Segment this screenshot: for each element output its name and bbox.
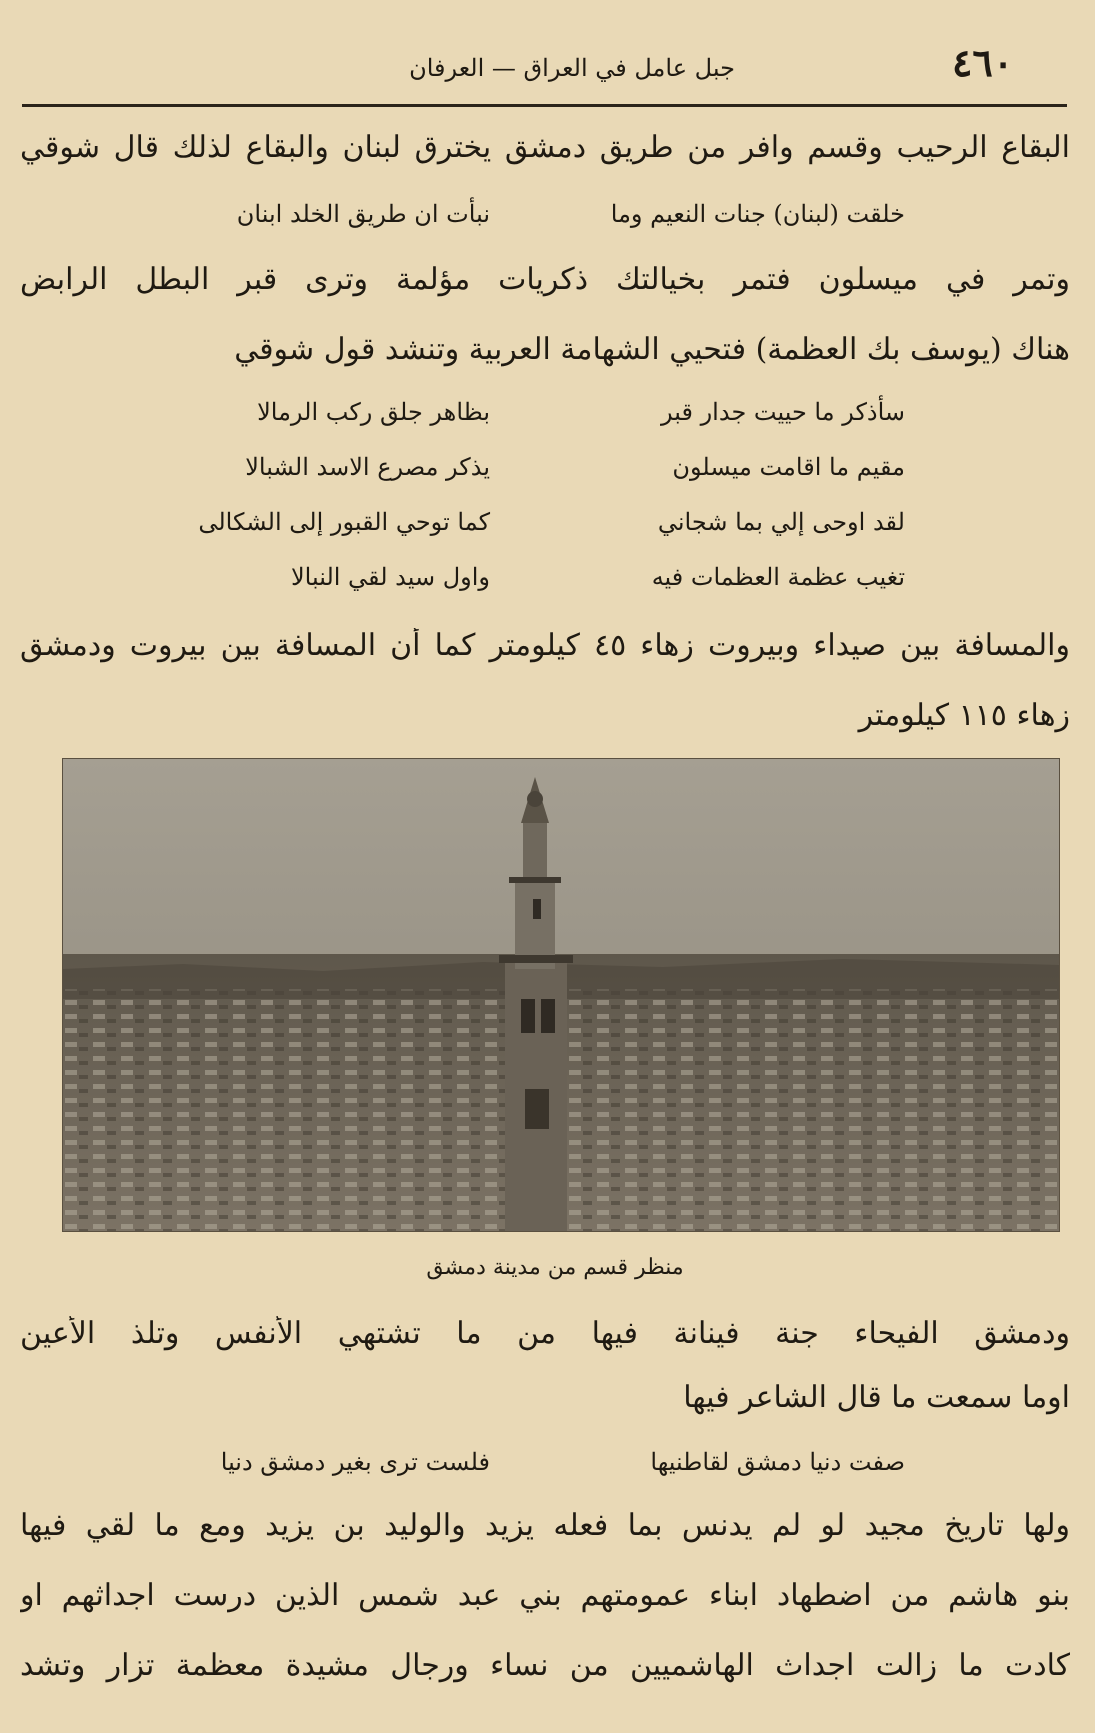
poem-line-3-b: كما توحي القبور إلى الشكالى — [198, 508, 490, 536]
poem-line-4-b: واول سيد لقي النبالا — [290, 563, 490, 591]
verse-2-hemistich-b: فلست ترى بغير دمشق دنيا — [220, 1448, 490, 1476]
body-line-6: ودمشق الفيحاء جنة فينانة فيها من ما تشتهي الأنفس وتلذ الأعين — [20, 1316, 1070, 1351]
body-line-1: البقاع الرحيب وقسم وافر من طريق دمشق يخترق لبنان والبقاع لذلك قال شوقي — [20, 130, 1070, 165]
poem-line-1-a: سأذكر ما حييت جدار قبر — [661, 398, 905, 426]
running-title: جبل عامل في العراق — العرفان — [409, 54, 735, 82]
page-header — [22, 40, 1067, 100]
body-line-5: زهاء ١١٥ كيلومتر — [858, 698, 1070, 733]
body-line-8: ولها تاريخ مجيد لو لم يدنس بما فعله يزيد والوليد بن يزيد ومع ما لقي فيها — [20, 1508, 1070, 1543]
page-number: ٤٦٠ — [952, 40, 1014, 85]
poem-line-2-a: مقيم ما اقامت ميسلون — [672, 453, 905, 481]
body-line-9: بنو هاشم من اضطهاد ابناء عمومتهم بني عبد شمس الذين درست اجداثهم او — [20, 1578, 1070, 1613]
body-line-10: كادت ما زالت اجداث الهاشميين من نساء ورجال مشيدة معظمة تزار وتشد — [20, 1648, 1070, 1683]
verse-2-hemistich-a: صفت دنيا دمشق لقاطنيها — [650, 1448, 905, 1476]
verse-1-hemistich-a: خلقت (لبنان) جنات النعيم وما — [610, 200, 905, 228]
damascus-city-photo — [62, 758, 1060, 1232]
poem-line-2-b: يذكر مصرع الاسد الشبالا — [245, 453, 490, 481]
body-line-3: هناك (يوسف بك العظمة) فتحيي الشهامة العربية وتنشد قول شوقي — [234, 332, 1070, 367]
poem-line-1-b: بظاهر جلق ركب الرمالا — [257, 398, 490, 426]
poem-line-4-a: تغيب عظمة العظمات فيه — [651, 563, 905, 591]
body-line-2: وتمر في ميسلون فتمر بخيالتك ذكريات مؤلمة وترى قبر البطل الرابض — [20, 262, 1070, 297]
body-line-4: والمسافة بين صيداء وبيروت زهاء ٤٥ كيلومتر كما أن المسافة بين بيروت ودمشق — [20, 628, 1070, 663]
photo-caption: منظر قسم من مدينة دمشق — [426, 1255, 684, 1280]
header-rule — [22, 104, 1067, 107]
verse-1-hemistich-b: نبأت ان طريق الخلد ابنان — [236, 200, 490, 228]
poem-line-3-a: لقد اوحى إلي بما شجاني — [657, 508, 905, 536]
body-line-7: اوما سمعت ما قال الشاعر فيها — [683, 1380, 1070, 1415]
